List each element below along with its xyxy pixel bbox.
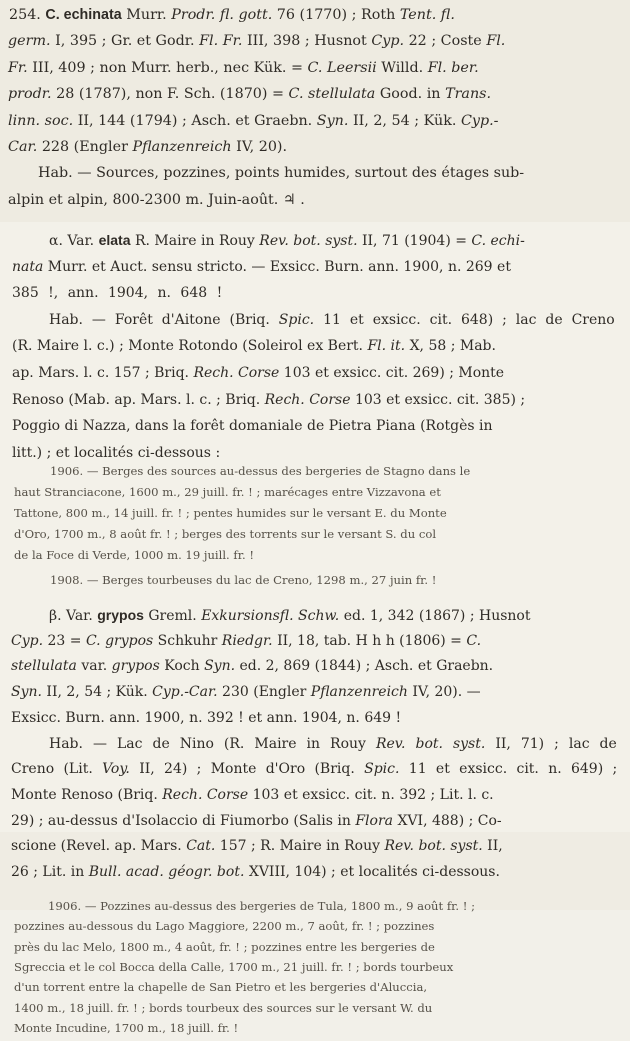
text-segment: 103 et exsicc. cit. n. 392 ; Lit. l. c. (248, 786, 494, 803)
text-segment: Creno (Lit. (11, 761, 103, 778)
text-segment: II, (482, 838, 503, 855)
text-line (11, 711, 401, 725)
text-segment: Hab. — Forêt d'Aitone (Briq. (49, 311, 279, 328)
citation-italic: Rech. Corse (193, 365, 280, 381)
citation-italic: C. stellulata (288, 86, 376, 103)
text-segment: 28 (1787), non F. Sch. (1870) = (51, 86, 289, 103)
citation-italic: prodr. (8, 86, 52, 103)
text-line (12, 419, 493, 433)
text-line (11, 788, 494, 802)
text-line (11, 762, 617, 776)
text-segment: Tattone, 800 m., 14 juill. fr. ! ; pentes humides sur le versant E. du Monte (14, 506, 447, 520)
citation-italic: linn. soc. (8, 112, 74, 129)
text-segment: IV, 20). (231, 139, 288, 155)
citation-italic: Fl. ber. (427, 59, 479, 76)
text-segment: var. (76, 658, 112, 675)
text-segment: scione (Revel. ap. Mars. (11, 838, 187, 855)
text-line (14, 1000, 433, 1015)
text-segment: 26 ; Lit. in (11, 864, 89, 880)
citation-italic: Pflanzenreich (310, 684, 408, 701)
text-segment: Monte Incudine, 1700 m., 18 juill. fr. ! (14, 1020, 239, 1035)
citation-italic: C. grypos (85, 632, 154, 649)
text-line (14, 487, 441, 499)
citation-italic: stellulata (11, 658, 77, 675)
text-segment: II, 71 (1904) = (357, 233, 472, 249)
text-line (12, 260, 511, 274)
text-segment: 23 = (43, 632, 86, 649)
citation-italic: nata (12, 258, 44, 275)
text-segment: 1908. — Berges tourbeuses du lac de Creno, 1298 m., 27 juin fr. ! (50, 573, 437, 587)
text-segment: I, 395 ; Gr. et Godr. (50, 33, 200, 50)
text-segment: β. Var. (49, 608, 98, 624)
text-segment: Good. in (375, 86, 446, 103)
text-line (12, 286, 222, 300)
text-segment: Willd. (376, 59, 428, 76)
text-line (14, 982, 427, 994)
citation-italic: Cyp. (11, 632, 44, 649)
citation-italic: Fl. (486, 33, 506, 50)
text-segment: II, 24) ; Monte d'Oro (Briq. (129, 761, 365, 778)
text-segment: 228 (Engler (37, 139, 133, 155)
text-line (11, 634, 481, 648)
text-line (38, 166, 524, 180)
text-segment: Renoso (Mab. ap. Mars. l. c. ; Briq. (12, 391, 265, 408)
text-segment: 22 ; Coste (404, 33, 487, 50)
text-line (50, 575, 436, 587)
citation-italic: Rech. Corse (264, 391, 351, 408)
text-line (8, 61, 479, 75)
citation-italic: Fr. (8, 59, 28, 76)
text-line (9, 8, 455, 22)
text-segment: 29) ; au-dessus d'Isolaccio di Fiumorbo (Salis in (11, 812, 356, 829)
text-segment: II, 2, 54 ; Kük. (348, 112, 461, 129)
text-line (8, 114, 499, 128)
text-line (14, 508, 447, 520)
text-line (8, 87, 491, 101)
citation-italic: Prodr. fl. gott. (171, 7, 273, 23)
text-line (11, 839, 503, 853)
citation-italic: Cyp.-Car. (152, 684, 218, 701)
citation-italic: Tent. fl. (399, 7, 455, 23)
text-segment: II, 71) ; lac de (485, 735, 617, 752)
text-segment: III, 398 ; Husnot (242, 33, 372, 50)
text-line (14, 959, 454, 974)
text-segment: de la Foce di Verde, 1000 m. 19 juill. fr. ! (14, 548, 255, 562)
citation-italic: Cyp. (371, 33, 405, 50)
text-segment: ed. 1, 342 (1867) ; Husnot (339, 608, 531, 624)
citation-italic: Trans. (445, 86, 492, 103)
text-segment: IV, 20). — (407, 684, 481, 701)
citation-italic: Syn. (11, 684, 42, 701)
text-segment: d'un torrent entre la chapelle de San Pietro et les bergeries d'Aluccia, (14, 980, 428, 995)
citation-italic: Rev. bot. syst. (384, 838, 483, 855)
text-segment: haut Stranciacone, 1600 m., 29 juill. fr. ! ; marécages entre Vizzavona et (14, 485, 441, 499)
text-segment: Greml. (143, 608, 202, 624)
citation-italic: germ. (8, 33, 51, 50)
text-segment: α. Var. (49, 233, 99, 249)
text-line (14, 550, 254, 562)
citation-italic: Fl. it. (367, 338, 406, 355)
text-segment: 230 (Engler (217, 684, 311, 701)
taxon-name: elata (98, 232, 131, 248)
citation-italic: Cyp.- (460, 112, 499, 129)
text-segment: R. Maire in Rouy (130, 233, 260, 249)
text-segment: ap. Mars. l. c. 157 ; Briq. (12, 365, 194, 381)
text-segment: II, 144 (1794) ; Asch. et Graebn. (73, 112, 317, 129)
text-segment: Sgreccia et le col Bocca della Calle, 1700 m., 21 juill. fr. ! ; bords tourbeux (14, 959, 454, 974)
taxon-name: C. echinata (45, 7, 122, 23)
text-line (8, 193, 305, 207)
text-line (11, 659, 493, 673)
text-line (14, 529, 436, 541)
text-line (14, 939, 435, 954)
text-segment: 103 et exsicc. cit. 385) ; (350, 391, 526, 408)
citation-italic: Riedgr. (221, 632, 273, 649)
text-segment: 76 (1770) ; Roth (272, 7, 400, 23)
text-segment: XVI, 488) ; Co- (393, 812, 502, 829)
citation-italic: Rech. Corse (162, 786, 249, 803)
citation-italic: grypos (111, 658, 160, 675)
text-segment: (R. Maire l. c.) ; Monte Rotondo (Soleirol ex Bert. (12, 338, 368, 355)
text-segment: II, 18, tab. H h h (1806) = (272, 632, 467, 649)
text-segment: Hab. — Lac de Nino (R. Maire in Rouy (49, 735, 376, 752)
text-segment: près du lac Melo, 1800 m., 4 août, fr. ! ; pozzines entre les bergeries de (14, 939, 435, 954)
text-line (49, 313, 615, 327)
text-line (11, 814, 502, 828)
text-segment: Poggio di Nazza, dans la forêt domaniale de Pietra Piana (Rotgès in (12, 418, 493, 435)
text-line (8, 34, 505, 48)
text-segment: 385 !, ann. 1904, n. 648 ! (12, 285, 223, 302)
text-segment: 254. (9, 7, 46, 23)
text-line (12, 366, 504, 380)
text-segment: 157 ; R. Maire in Rouy (215, 838, 385, 855)
text-line (14, 921, 434, 933)
text-segment: Murr. (121, 7, 172, 23)
text-segment: pozzines au-dessous du Lago Maggiore, 2200 m., 7 août, fr. ! ; pozzines (14, 919, 435, 934)
text-segment: alpin et alpin, 800-2300 m. Juin-août. ♃ . (8, 191, 305, 208)
citation-italic: Exkursionsfl. Schw. (201, 608, 340, 624)
citation-italic: Voy. (102, 761, 130, 778)
text-line (14, 1020, 239, 1035)
text-segment: d'Oro, 1700 m., 8 août fr. ! ; berges des torrents sur le versant S. du col (14, 527, 437, 541)
text-line (11, 685, 481, 699)
text-line (12, 446, 220, 460)
citation-italic: Cat. (186, 838, 216, 855)
text-segment: ed. 2, 869 (1844) ; Asch. et Graebn. (235, 658, 494, 675)
text-line (11, 865, 500, 879)
text-segment: 1906. — Berges des sources au-dessus des bergeries de Stagno dans le (50, 464, 471, 478)
citation-italic: Rev. bot. syst. (259, 233, 358, 249)
text-line (8, 140, 287, 154)
text-segment: III, 409 ; non Murr. herb., nec Kük. = (27, 59, 308, 76)
citation-italic: Syn. (316, 112, 349, 129)
citation-italic: Car. (8, 139, 38, 155)
citation-italic: Pflanzenreich (132, 139, 232, 155)
text-segment: XVIII, 104) ; et localités ci-dessous. (244, 864, 500, 880)
text-segment: Murr. et Auct. sensu stricto. — Exsicc. Burn. ann. 1900, n. 269 et (43, 258, 511, 275)
text-segment: 1400 m., 18 juill. fr. ! ; bords tourbeux des sources sur le versant W. du (14, 1000, 433, 1015)
text-line (49, 737, 617, 751)
text-segment: 11 et exsicc. cit. n. 649) ; (399, 761, 618, 778)
text-segment: X, 58 ; Mab. (405, 338, 496, 355)
text-segment: Schkuhr (153, 632, 222, 649)
taxon-name: grypos (97, 607, 144, 623)
citation-italic: Syn. (204, 658, 236, 675)
text-line (49, 608, 530, 623)
text-line (12, 339, 496, 353)
text-line (50, 466, 470, 478)
text-line (49, 233, 525, 248)
text-segment: 11 et exsicc. cit. 648) ; lac de Creno (314, 311, 615, 328)
citation-italic: Rev. bot. syst. (375, 735, 486, 752)
citation-italic: C. echi- (471, 233, 525, 249)
text-segment: 103 et exsicc. cit. 269) ; Monte (279, 365, 505, 381)
text-segment: Koch (159, 658, 205, 675)
text-line (12, 393, 525, 407)
citation-italic: Flora (355, 812, 394, 829)
citation-italic: Spic. (278, 311, 315, 328)
text-segment: litt.) ; et localités ci-dessous : (12, 444, 221, 461)
text-segment: Monte Renoso (Briq. (11, 786, 163, 803)
citation-italic: Fl. Fr. (199, 33, 243, 50)
text-segment: Hab. — Sources, pozzines, points humides, surtout des étages sub- (38, 165, 525, 182)
citation-italic: C. Leersii (307, 59, 377, 76)
text-segment: II, 2, 54 ; Kük. (41, 684, 153, 701)
text-segment: Exsicc. Burn. ann. 1900, n. 392 ! et ann. 1904, n. 649 ! (11, 709, 402, 726)
citation-italic: Bull. acad. géogr. bot. (88, 864, 245, 880)
text-line (48, 901, 475, 913)
text-segment: 1906. — Pozzines au-dessus des bergeries de Tula, 1800 m., 9 août fr. ! ; (48, 899, 476, 913)
citation-italic: Spic. (364, 761, 400, 778)
citation-italic: C. (466, 632, 482, 649)
